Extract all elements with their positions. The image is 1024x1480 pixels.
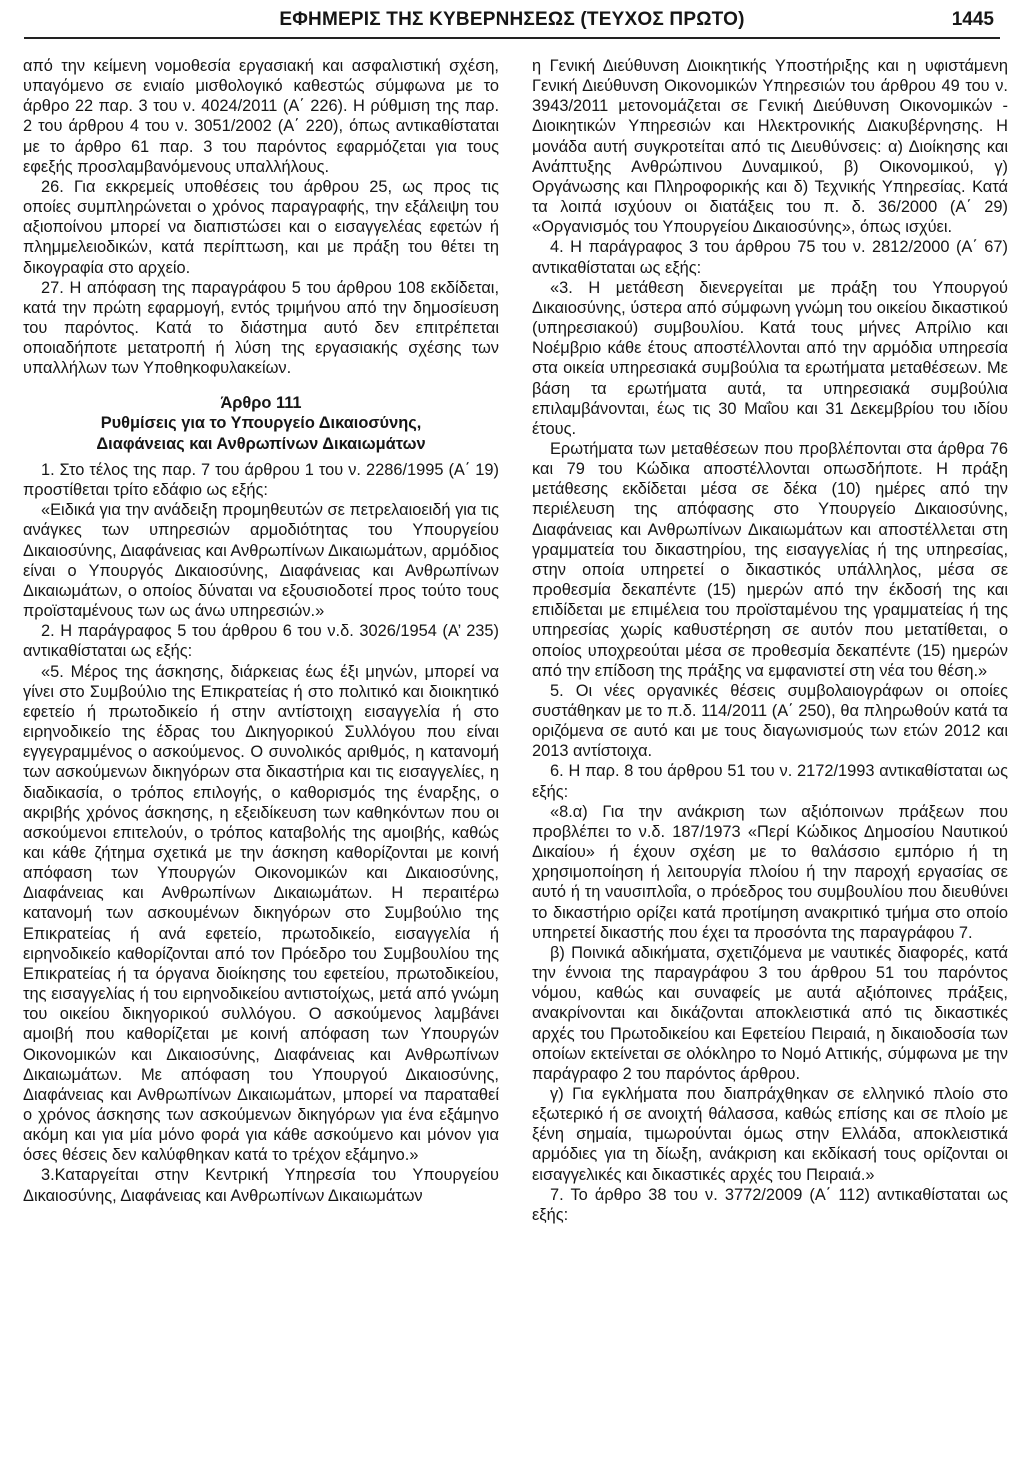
paragraph-2: 2. Η παράγραφος 5 του άρθρου 6 του ν.δ. 3026/1954 (Α’ 235) αντικαθίσταται ως εξής: xyxy=(23,622,499,661)
header-divider xyxy=(24,37,1000,39)
page-number: 1445 xyxy=(951,9,994,30)
paragraph-6: 6. Η παρ. 8 του άρθρου 51 του ν. 2172/1993 αντικαθίσταται ως εξής: xyxy=(532,762,1008,801)
paragraph: από την κείμενη νομοθεσία εργασιακή και ασφαλιστική σχέση, υπαγόμενο σε ενιαίο μισθολογικό καθεστώς σύμφωνα με το άρθρο 22 παρ. 3 του ν. 4024/2011 (Α΄ 226). Η ρύθμιση της παρ. 2 του άρθρου 4 του ν. 3051/2002 (Α΄ 220), όπως αντικαθίσταται με το άρθρο 61 παρ. 3 του παρόντος εφαρμόζεται για τους εφεξής προσλαμβανόμενους υπαλλήλους. xyxy=(23,57,499,176)
paragraph: Ερωτήματα των μεταθέσεων που προβλέπονται στα άρθρα 76 και 79 του Κώδικα αποστέλλονται οπωσδήποτε. Η πράξη μετάθεσης εκδίδεται μέσα σε δέκα (10) ημέρες από την περιέλευση της απόφασης στο Υπουργείο Δικαιοσύνης, Διαφάνειας και Ανθρωπίνων Δικαιωμάτων και αποστέλλεται στη γραμματεία του δικαστηρίου, της εισαγγελίας ή της υπηρεσίας, στην οποία υπηρετεί ο δικαστικός υπάλληλος, μέσα σε προθεσμία δεκαπέντε (15) ημερών από την έκδοσή της και επιδίδεται με επιμέλεια του προϊσταμένου της γραμματείας ή της υπηρεσίας χωρίς καθυστέρηση σε αυτόν που μετατίθεται, ο οποίος υποχρεούται μέσα σε προθεσμία δεκαπέντε (15) ημερών από την επίδοση της πράξης να εμφανιστεί στη νέα του θέση.» xyxy=(532,439,1008,680)
paragraph-5: 5. Οι νέες οργανικές θέσεις συμβολαιογράφων οι οποίες συστάθηκαν με το π.δ. 114/2011 (Α΄ 250), θα πληρωθούν κατά τα οριζόμενα σε αυτό και με τους διαγωνισμούς των ετών 2012 και 2013 αντίστοιχα. xyxy=(532,681,1008,761)
page-header xyxy=(24,0,1000,40)
quoted-paragraph: «Ειδικά για την ανάδειξη προμηθευτών σε πετρελαιοειδή για τις ανάγκες των υπηρεσιών αρμοδιότητας του Υπουργείου Δικαιοσύνης, Διαφάνειας και Ανθρωπίνων Δικαιωμάτων, αρμόδιος είναι ο Υπουργός Δικαιοσύνης, Διαφάνειας και Ανθρωπίνων Δικαιωμάτων, ο οποίος δύναται να εξουσιοδοτεί προς τούτο τους προϊσταμένους των ως άνω υπηρεσιών.» xyxy=(23,501,499,621)
article-subtitle-line-2: Διαφάνειας και Ανθρωπίνων Δικαιωμάτων xyxy=(96,434,426,453)
paragraph-26: 26. Για εκκρεμείς υποθέσεις του άρθρου 25, ως προς τις οποίες συμπληρώνεται ο χρόνος παραγραφής, την εξάλειψη του αξιοποίνου μπορεί να διαπιστώσει και ο εισαγγελέας εφετών ή πλημμελειοδικών, κατά περίπτωση, και με πράξη του θέτει τη δικογραφία στο αρχείο. xyxy=(23,177,499,277)
article-header xyxy=(23,393,499,455)
paragraph-4: 4. Η παράγραφος 3 του άρθρου 75 του ν. 2812/2000 (Α΄ 67) αντικαθίσταται ως εξής: xyxy=(532,238,1008,277)
right-column xyxy=(532,56,1008,1476)
quoted-paragraph-5: «5. Μέρος της άσκησης, διάρκειας έως έξι μηνών, μπορεί να γίνει στο Συμβούλιο της Επικρατείας ή στο πολιτικό και διοικητικό εφετείο ή πρωτοδικείο ή στην αντίστοιχη εισαγγελία ή στο ειρηνοδικείο της έδρας του Δικηγορικού Συλλόγου που είναι εγγεγραμμένος ο ασκούμενος. Ο συνολικός αριθμός, η κατανομή των ασκούμενων δικηγόρων στα δικαστήρια και τις εισαγγελίες, η διαδικασία, ο τρόπος επιλογής, ο καθορισμός της έναρξης, ο ακριβής χρόνος άσκησης, η εξειδίκευση των καθηκόντων που οι ασκούμενοι επιτελούν, ο τρόπος καταβολής της αμοιβής, καθώς και κάθε ζήτημα σχετικά με την άσκηση καθορίζονται με κοινή απόφαση των Υπουργών Οικονομικών και Δικαιοσύνης, Διαφάνειας και Ανθρωπίνων Δικαιωμάτων. Η περαιτέρω κατανομή των ασκουμένων δικηγόρων στο Συμβούλιο της Επικρατείας ή ανά εφετείο, πρωτοδικείο, εισαγγελία ή ειρηνοδικείο καθορίζονται από τον Πρόεδρο του Συμβουλίου της Επικρατείας ή τα όργανα διοίκησης του εφετείου, πρωτοδικείου, της εισαγγελίας ή του ειρηνοδικείου αντιστοίχως, μετά από γνώμη του οικείου δικηγορικού συλλόγου. Ο ασκούμενος λαμβάνει αμοιβή που καθορίζεται με κοινή απόφαση των Υπουργών Οικονομικών και Δικαιοσύνης, Διαφάνειας και Ανθρωπίνων Δικαιωμάτων. Με απόφαση του Υπουργού Δικαιοσύνης, Διαφάνειας και Ανθρωπίνων Δικαιωμάτων, μπορεί να παραταθεί ο χρόνος άσκησης των ασκούμενων δικηγόρων για ένα εξάμηνο ακόμη και για μία μόνο φορά για κάθε ασκούμενο και μόνον για όσες θέσεις δεν καλύφθηκαν κατά το τρέχον εξάμηνο.» xyxy=(23,662,499,1165)
paragraph-7: 7. Το άρθρο 38 του ν. 3772/2009 (Α΄ 112) αντικαθίσταται ως εξής: xyxy=(532,1185,1008,1224)
quoted-paragraph-3: «3. Η μετάθεση διενεργείται με πράξη του Υπουργού Δικαιοσύνης, ύστερα από σύμφωνη γνώμη του οικείου δικαστικού (υπηρεσιακού) συμβουλίου. Κατά τους μήνες Απρίλιο και Νοέμβριο κάθε έτους αποστέλλονται από την αρμόδια υπηρεσία στα οικεία υπηρεσιακά συμβούλια τα ερωτήματα μεταθέσεων. Με βάση τα ερωτήματα αυτά, τα υπηρεσιακά συμβούλια επιλαμβάνονται, έως τις 30 Μαΐου και 31 Δεκεμβρίου του ιδίου έτους. xyxy=(532,278,1008,438)
paragraph-1: 1. Στο τέλος της παρ. 7 του άρθρου 1 του ν. 2286/1995 (Α΄ 19) προστίθεται τρίτο εδάφιο ως εξής: xyxy=(23,461,499,500)
article-subtitle-line-1: Ρυθμίσεις για το Υπουργείο Δικαιοσύνης, xyxy=(100,414,422,432)
paragraph: η Γενική Διεύθυνση Διοικητικής Υποστήριξης και η υφιστάμενη Γενική Διεύθυνση Οικονομικών Υπηρεσιών του άρθρου 49 του ν. 3943/2011 μετονομάζεται σε Γενική Διεύθυνση Οικονομικών - Διοικητικών Υπηρεσιών και Ηλεκτρονικής Διακυβέρνησης. Η μονάδα αυτή συγκροτείται από τις Διευθύνσεις: α) Διοίκησης και Ανάπτυξης Ανθρώπινου Δυναμικού, β) Οικονομικού, γ) Οργάνωσης και Πληροφορικής και δ) Τεχνικής Υπηρεσίας. Κατά τα λοιπά ισχύουν οι διατάξεις του π. δ. 36/2000 (Α΄ 29) «Οργανισμός του Υπουργείου Δικαιοσύνης», όπως ισχύει. xyxy=(532,57,1008,237)
paragraph-27: 27. Η απόφαση της παραγράφου 5 του άρθρου 108 εκδίδεται, κατά την πρώτη εφαρμογή, εντός τριμήνου από την δημοσίευση του παρόντος. Κατά το διάστημα αυτό δεν επιτρέπεται οποιαδήποτε μετατροπή ή λύση της εργασιακής σχέσης των υπαλλήλων των Υποθηκοφυλακείων. xyxy=(23,278,499,378)
paragraph-8c: γ) Για εγκλήματα που διαπράχθηκαν σε ελληνικό πλοίο στο εξωτερικό ή σε ανοιχτή θάλασσα, καθώς επίσης και σε πλοίο με ξένη σημαία, τιμωρούνται όμως στην Ελλάδα, αποκλειστικά αρμόδιες για τη δίωξη, ανάκριση και εκδίκασή τους ορίζονται οι εισαγγελικές και δικαστικές αρχές του Πειραιά.» xyxy=(532,1084,1008,1184)
paragraph-3: 3.Καταργείται στην Κεντρική Υπηρεσία του Υπουργείου Δικαιοσύνης, Διαφάνειας και Ανθρωπίνων Δικαιωμάτων xyxy=(23,1166,499,1205)
gazette-title: ΕΦΗΜΕΡΙΣ ΤΗΣ ΚΥΒΕΡΝΗΣΕΩΣ (ΤΕΥΧΟΣ ΠΡΩΤΟ) xyxy=(279,9,745,30)
article-heading: Άρθρο 111 xyxy=(220,393,302,412)
left-column xyxy=(23,56,499,1476)
paragraph-8b: β) Ποινικά αδικήματα, σχετιζόμενα με ναυτικές διαφορές, κατά την έννοια της παραγράφου 3 του άρθρου 51 του παρόντος νόμου, καθώς και συναφείς με αυτά αξιόποινες πράξεις, ανακρίνονται και δικάζονται αποκλειστικά από τις δικαστικές αρχές του Πρωτοδικείου και Εφετείου Πειραιά, η δικαιοδοσία των οποίων εκτείνεται σε ολόκληρο το Νομό Αττικής, σύμφωνα με την παράγραφο 2 του παρόντος άρθρου. xyxy=(532,943,1008,1083)
quoted-paragraph-8a: «8.α) Για την ανάκριση των αξιόποινων πράξεων που προβλέπει το ν.δ. 187/1973 «Περί Κώδικος Δημοσίου Ναυτικού Δικαίου» ή έχουν σχέση με το θαλάσσιο εμπόριο ή τη χρησιμοποίηση ή λειτουργία πλοίου ή την παροχή εργασίας σε αυτό ή τη ναυσιπλοΐα, ο πρόεδρος του συμβουλίου που διευθύνει το δικαστήριο ορίζει κατά προτίμηση ανακριτικό τμήμα στο οποίο υπηρετεί δικαστής που έχει τα προσόντα της παραγράφου 7. xyxy=(532,802,1008,942)
